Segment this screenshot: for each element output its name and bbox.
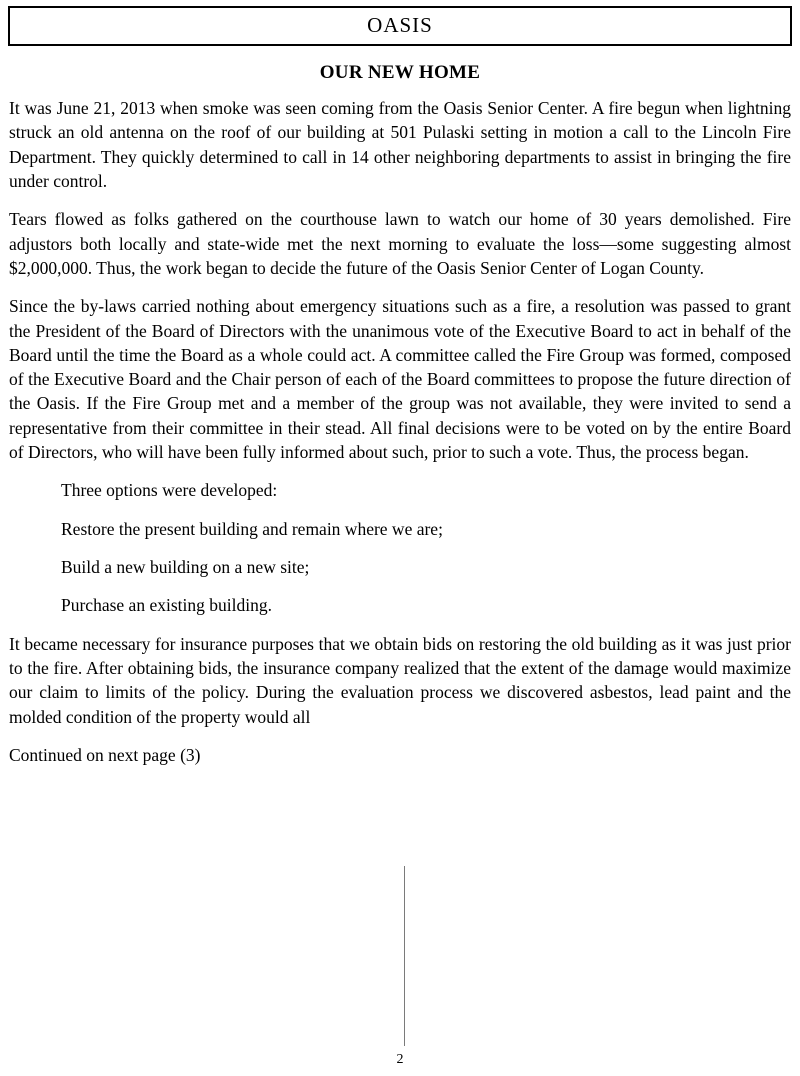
article-title: OUR NEW HOME	[319, 62, 481, 83]
paragraph-demolition: Tears flowed as folks gathered on the courthouse lawn to watch our home of 30 years demolished. Fire adjustors both locally and state-wide met the next morning to evaluate the loss—some suggesting almost $2,000,000. Thus, the work began to decide the future of the Oasis Senior Center of Logan County.	[9, 209, 791, 278]
paragraph-fire: It was June 21, 2013 when smoke was seen coming from the Oasis Senior Center. A fire begun when lightning struck an old antenna on the roof of our building at 501 Pulaski setting in motion a call to the Lincoln Fire Department. They quickly determined to call in 14 other neighboring departments to assist in bringing the fire under control.	[9, 98, 791, 191]
column-divider	[404, 866, 405, 1046]
continued-notice: Continued on next page (3)	[9, 744, 201, 765]
masthead-title: OASIS	[367, 13, 433, 37]
page-number: 2	[396, 1052, 404, 1067]
options-intro: Three options were developed:	[61, 480, 278, 501]
article-body	[9, 96, 791, 767]
paragraph-insurance: It became necessary for insurance purposes that we obtain bids on restoring the old building as it was just prior to the fire. After obtaining bids, the insurance company realized that the extent of the damage would maximize our claim to limits of the policy. During the evaluation process we discovered asbestos, lead paint and the molded condition of the property would all	[9, 633, 791, 727]
option-restore: Restore the present building and remain where we are;	[61, 518, 443, 539]
paragraph-fire-group: Since the by-laws carried nothing about emergency situations such as a fire, a resolution was passed to grant the President of the Board of Directors with the unanimous vote of the Executive Board to act in behalf of the Board until the time the Board as a whole could act. A committee called the Fire Group was formed, composed of the Executive Board and the Chair person of each of the Board committees to propose the future direction of the Oasis. If the Fire Group met and a member of the group was not available, they were invited to send a representative from their committee in their stead. All final decisions were to be voted on by the entire Board of Directors, who will have been fully informed about such, prior to such a vote. Thus, the process began.	[9, 296, 791, 463]
option-build: Build a new building on a new site;	[61, 557, 310, 577]
masthead-box	[8, 6, 792, 46]
option-purchase: Purchase an existing building.	[61, 595, 272, 616]
